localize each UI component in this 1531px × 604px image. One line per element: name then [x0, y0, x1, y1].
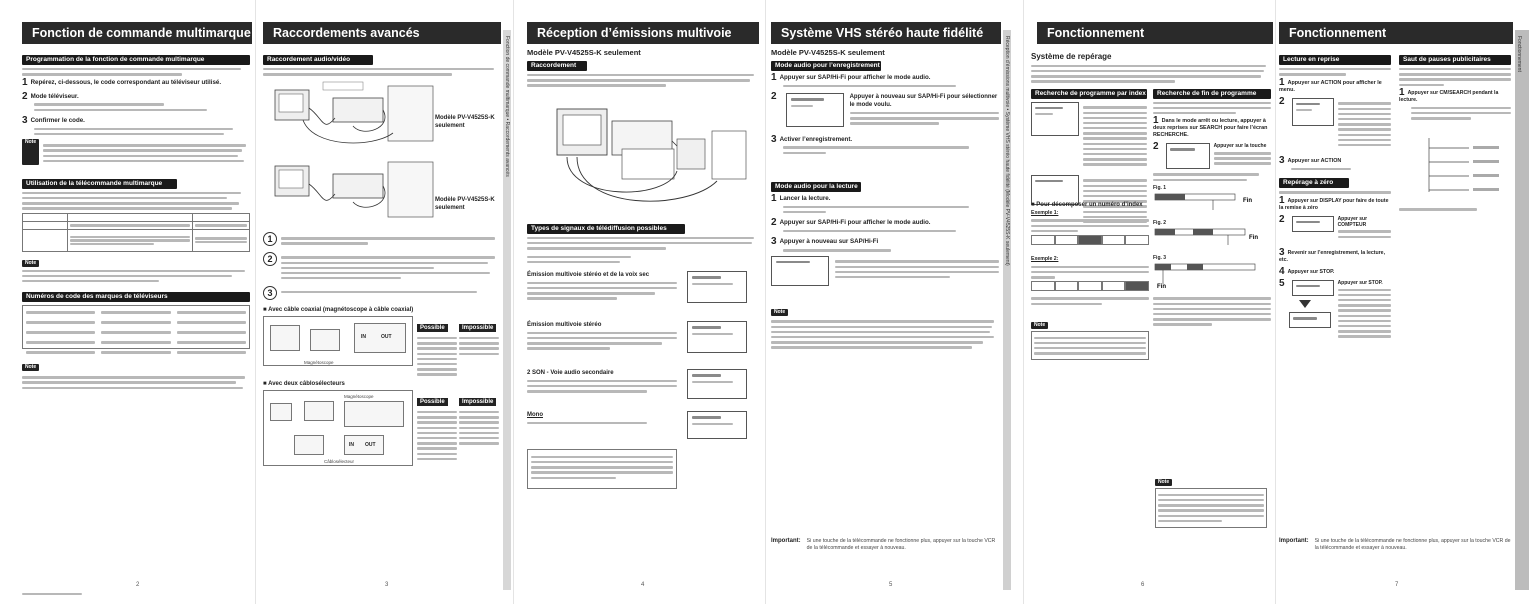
section-header: Mode audio pour l’enregistrement	[771, 61, 881, 71]
section-heading: ■ Avec câble coaxial (magnétoscope à câble coaxial)	[263, 307, 414, 314]
section-header: Programmation de la fonction de commande multimarque	[22, 55, 250, 65]
step-3: 3 Confirmer le code.	[22, 114, 85, 126]
note-label: Note	[22, 139, 39, 165]
step-1: 1 Appuyer sur ACTION pour afficher le menu.	[1279, 76, 1382, 93]
important-text: Si une touche de la télécommande ne fonctionne plus, appuyer sur la touche VCR de la télécommande et essayer à nouveau.	[1314, 538, 1511, 551]
figure-label: Fig. 3	[1153, 254, 1167, 261]
note-label: Note	[22, 364, 39, 371]
connection-diagram-a	[263, 78, 499, 156]
page-title: Fonctionnement	[1037, 22, 1273, 44]
page-2	[255, 0, 513, 604]
svg-text:Fin: Fin	[1249, 234, 1258, 241]
note-block	[22, 139, 250, 165]
note-block	[1155, 470, 1267, 528]
playback-step-3: 3 Appuyer à nouveau sur SAP/Hi-Fi	[771, 236, 879, 248]
tv-screen-1	[687, 271, 747, 303]
side-tab	[503, 30, 511, 590]
figure-label: Fig. 2	[1153, 219, 1167, 226]
side-tab-label: Fonction de commande multimarque • Raccordements avancés	[504, 36, 510, 177]
important-note	[771, 538, 999, 552]
step-3: 3 Appuyer sur ACTION	[1279, 155, 1342, 167]
osd-screen	[771, 256, 829, 286]
impossible-label: Impossible	[459, 398, 496, 406]
step-1: 1 Repérez, ci-dessous, le code correspondant au téléviseur utilisé.	[22, 76, 222, 88]
page-3	[513, 0, 765, 604]
tv-screen-3	[687, 369, 747, 399]
example-label: Exemple 1:	[1031, 209, 1059, 216]
page-5	[1023, 0, 1275, 604]
model-heading: Modèle PV-V4525S-K seulement	[771, 48, 885, 57]
page-title: Fonction de commande multimarque	[22, 22, 252, 44]
important-text: Si une touche de la télécommande ne fonctionne plus, appuyer sur la touche VCR de la télécommande et essayer à nouveau.	[806, 538, 996, 551]
section-header: Saut de pauses publicitaires	[1399, 55, 1511, 65]
step-3: 3 Activer l’enregistrement.	[771, 133, 853, 145]
skip-step-1: 1 Appuyer sur CM/SEARCH pendant la lecture.	[1399, 86, 1499, 103]
page-divider	[255, 0, 256, 604]
page-title: Réception d’émissions multivoie	[527, 22, 759, 44]
connection-diagram-b	[263, 156, 499, 228]
page-4	[765, 0, 1023, 604]
code-table	[22, 213, 250, 252]
osd-screen	[1289, 312, 1331, 328]
possible-label: Possible	[417, 398, 448, 406]
commercial-skip-column	[1399, 52, 1511, 328]
reception-diagram	[527, 91, 759, 221]
playback-step-2: 2 Appuyer sur SAP/Hi-Fi pour afficher le mode audio.	[771, 217, 931, 229]
side-tab	[1515, 30, 1529, 590]
important-label: Important:	[771, 538, 801, 544]
index-decompose	[1031, 201, 1149, 361]
figure-label: Fig. 1	[1153, 184, 1167, 191]
note-label: Note	[1031, 322, 1048, 329]
svg-text:Fin: Fin	[1157, 283, 1166, 290]
page-title: Raccordements avancés	[263, 22, 501, 44]
page-number: 4	[641, 582, 645, 588]
info-box	[527, 449, 677, 489]
side-tab	[1003, 30, 1011, 590]
important-note	[1279, 538, 1511, 552]
playback-step-1: 1 Lancer la lecture.	[771, 192, 831, 204]
step-2: 2	[263, 252, 499, 283]
skip-diagram	[1399, 130, 1511, 200]
dual-cable-diagram: Magnétoscope IN OUT Câblosélecteur	[263, 390, 413, 466]
section-heading: ■ Avec deux câblosélecteurs	[263, 381, 345, 388]
step-1: 1	[263, 232, 499, 247]
page-number: 6	[1141, 582, 1145, 588]
reset-step-4: 4 Appuyer sur STOP.	[1279, 265, 1335, 277]
paragraph	[22, 68, 250, 76]
model-heading: Modèle PV-V4525S-K seulement	[527, 48, 641, 57]
arrow-down-icon	[1299, 300, 1311, 308]
section-header: Repérage à zéro	[1279, 178, 1349, 188]
coax-diagram: IN OUT Magnétoscope	[263, 316, 413, 366]
note-label: Note	[771, 309, 788, 316]
osd-screen	[1292, 98, 1334, 126]
note-label: Note	[1155, 479, 1172, 486]
model-label: Modèle PV-V4525S-K seulement	[435, 197, 495, 212]
note-label: Note	[22, 260, 39, 267]
section-header: Raccordement audio/vidéo	[263, 55, 373, 65]
side-tab-label: Réception d’émissions multivoie • Système VHS stéréo haute fidélité (Modèle PV-V4525S-K seulement)	[1004, 36, 1010, 266]
page-title: Fonctionnement	[1279, 22, 1513, 44]
impossible-label: Impossible	[459, 324, 496, 332]
page-6	[1275, 0, 1531, 604]
index-strip	[1031, 281, 1149, 291]
svg-text:Fin: Fin	[1243, 197, 1252, 204]
vcr-label: Magnétoscope	[304, 360, 334, 366]
figure-1-diagram	[1153, 192, 1271, 214]
important-label: Important:	[1279, 538, 1309, 544]
page-number: 2	[136, 582, 140, 588]
tv-screen-4	[687, 411, 747, 439]
reset-step-3: 3 Revenir sur l’enregistrement, la lecture, etc.	[1279, 246, 1386, 263]
side-tab-label: Fonctionnement	[1516, 36, 1522, 72]
page-title: Système VHS stéréo haute fidélité	[771, 22, 1001, 44]
footer	[22, 590, 82, 598]
section-header: Utilisation de la télécommande multimarque	[22, 179, 177, 189]
possible-label: Possible	[417, 324, 448, 332]
signal-type-heading: Émission multivoie stéréo et de la voix sec	[527, 272, 650, 279]
subsection-title: Système de repérage	[1031, 52, 1112, 61]
osd-screen	[1031, 102, 1079, 136]
brand-code-list	[22, 305, 250, 349]
osd-screen	[1292, 216, 1334, 232]
osd-screen	[1292, 280, 1334, 296]
example-label: Exemple 2:	[1031, 255, 1059, 262]
signal-type-heading: Émission multivoie stéréo	[527, 322, 602, 329]
model-label: Modèle PV-V4525S-K seulement	[435, 115, 495, 130]
connection-diagram-b-svg	[263, 156, 499, 228]
page-number: 7	[1395, 582, 1399, 588]
end-search-column: Recherche de fin de programme 1 Dans le mode arrêt ou lecture, appuyer à deux reprises sur SEARCH pour faire l’écran RECHERCHE. 2 Appuyer sur la touche Fig. 1 Fin Fig. 2 Fin Fig. 3 Fin	[1153, 86, 1271, 329]
page-number: 3	[385, 582, 389, 588]
page-divider	[1023, 0, 1024, 604]
step-2: 2 Mode téléviseur.	[22, 90, 79, 102]
section-header: Mode audio pour la lecture	[771, 182, 861, 192]
section-header: Raccordement	[527, 61, 587, 71]
page-divider	[765, 0, 766, 604]
signal-type-heading: Mono	[527, 412, 543, 419]
section-heading: ■ Pour décomposer un numéro d’index	[1031, 201, 1143, 208]
osd-screen	[786, 93, 844, 127]
step-1: 1 Dans le mode arrêt ou lecture, appuyer à deux reprises sur SEARCH pour faire l’écran RECHERCHE.	[1153, 115, 1268, 139]
index-strip	[1031, 235, 1149, 245]
step-2: 2 Appuyer à nouveau sur SAP/Hi-Fi pour sélectionner le mode voulu.	[771, 93, 999, 127]
section-header: Recherche de fin de programme	[1153, 89, 1271, 99]
osd-screen	[1166, 143, 1210, 169]
page-divider	[1275, 0, 1276, 604]
page-divider	[513, 0, 514, 604]
reset-step-1: 1 Appuyer sur DISPLAY pour faire de toute la remise à zéro	[1279, 194, 1389, 211]
section-header: Recherche de programme par index	[1031, 89, 1147, 99]
step-1: 1 Appuyer sur SAP/Hi-Fi pour afficher le mode audio.	[771, 72, 931, 83]
replay-column: Lecture en reprise 1 Appuyer sur ACTION pour afficher le menu. 2 3 Appuyer sur ACTION Repérage à zéro 1 Appuyer sur DISPLAY pour faire de toute la remise à zéro 2 Appuyer sur COMPTEUR 3 Revenir sur l’enregistrement, la lecture, etc. 4 Appuyer sur STOP. 5 Appuyer sur STOP.	[1279, 52, 1391, 328]
page-1	[0, 0, 255, 604]
section-header: Numéros de code des marques de téléviseurs	[22, 292, 250, 302]
section-header: Types de signaux de télédiffusion possibles	[527, 224, 685, 234]
figure-2-diagram	[1153, 227, 1271, 249]
signal-type-heading: 2 SON - Voie audio secondaire	[527, 370, 614, 377]
step-3: 3	[263, 286, 499, 300]
figure-3-diagram	[1153, 262, 1271, 290]
tv-screen-2	[687, 321, 747, 353]
section-header: Lecture en reprise	[1279, 55, 1391, 65]
page-number: 5	[889, 582, 893, 588]
cable-box-label: Câblosélecteur	[324, 459, 355, 465]
reception-diagram-svg	[527, 91, 759, 221]
